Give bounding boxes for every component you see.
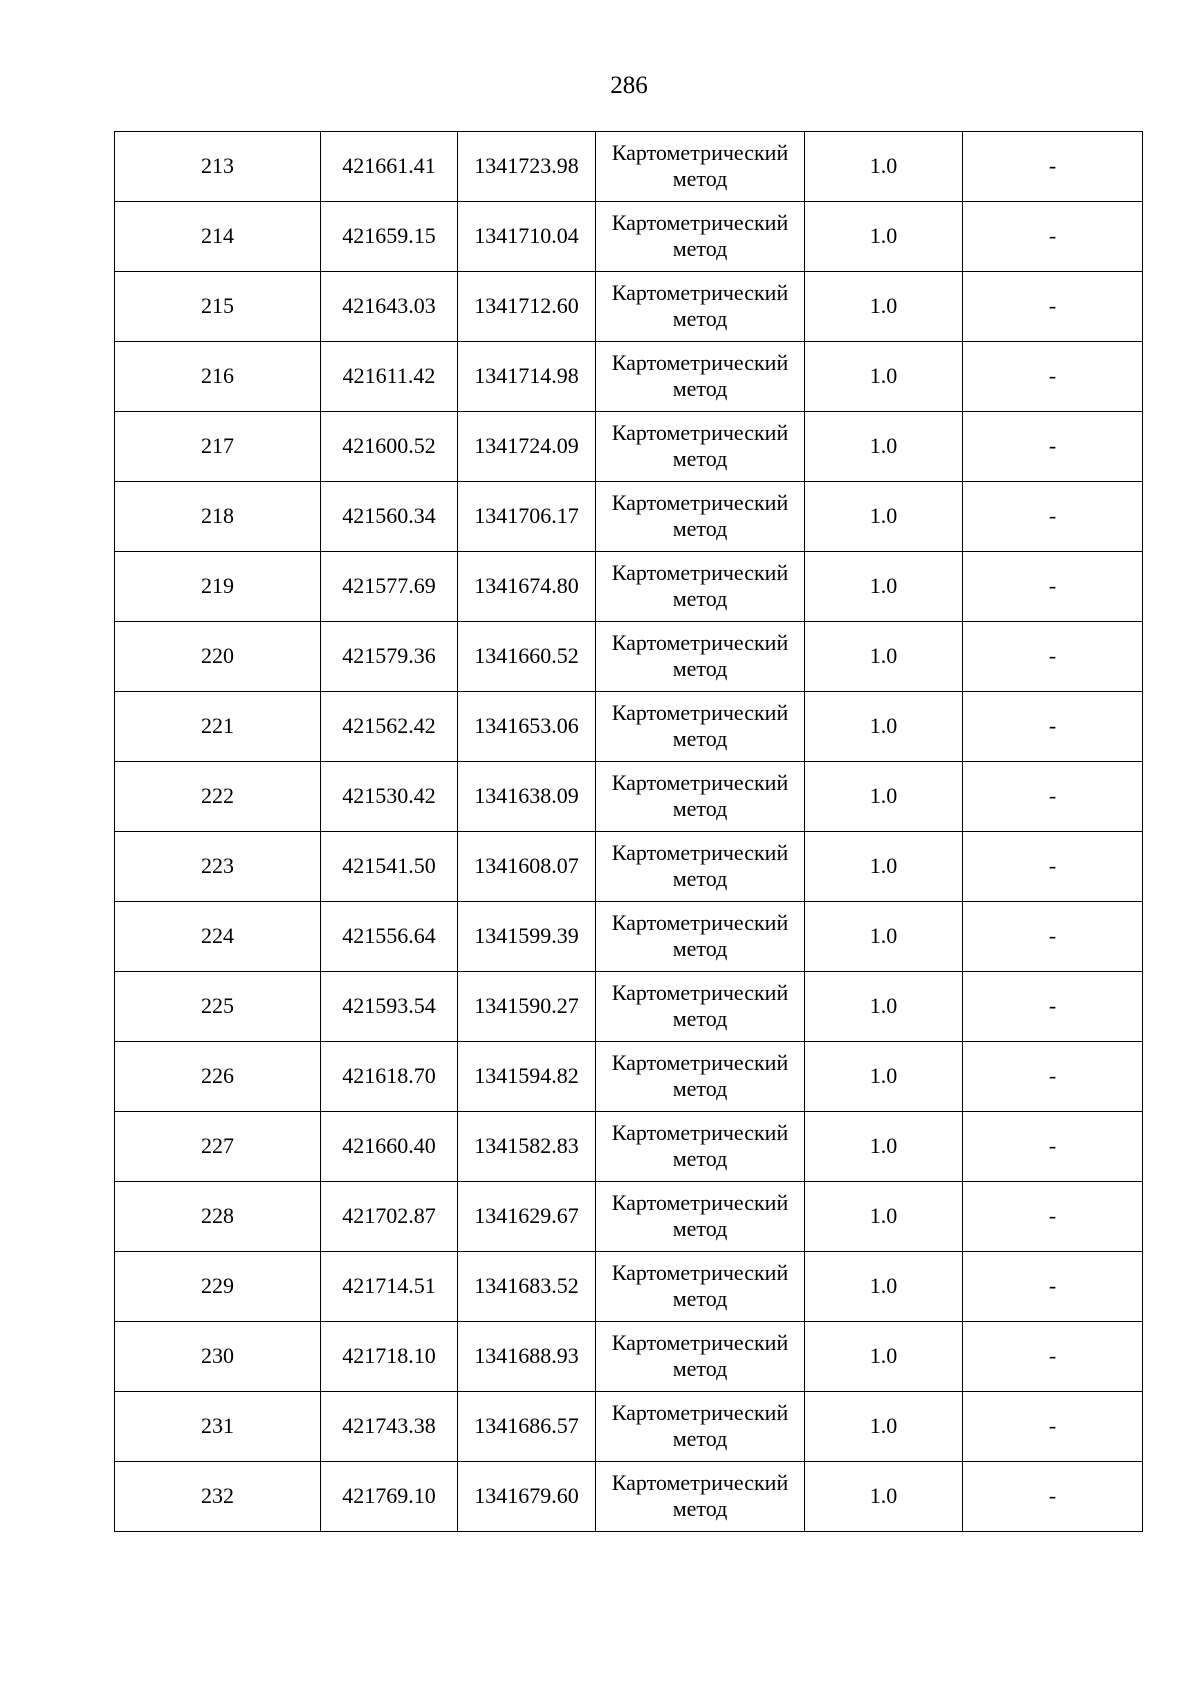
coordinate-y-cell: 1341653.06: [458, 692, 596, 762]
method-text-line: метод: [672, 375, 728, 401]
point-number-cell: 221: [115, 692, 321, 762]
table-row: [115, 1252, 1143, 1322]
method-cell: [596, 272, 805, 342]
method-text-line: метод: [672, 1145, 728, 1171]
accuracy-cell: 1.0: [805, 622, 963, 692]
method-cell: [596, 552, 805, 622]
method-cell: [596, 202, 805, 272]
point-number-cell: 224: [115, 902, 321, 972]
method-text-line: метод: [672, 1495, 728, 1521]
method-text-line: метод: [672, 1355, 728, 1381]
coordinate-y-cell: 1341714.98: [458, 342, 596, 412]
method-text-line: Картометрический: [611, 629, 789, 655]
note-cell: -: [963, 832, 1143, 902]
accuracy-cell: 1.0: [805, 1392, 963, 1462]
accuracy-cell: 1.0: [805, 482, 963, 552]
method-text-line: Картометрический: [611, 349, 789, 375]
accuracy-cell: 1.0: [805, 1042, 963, 1112]
note-cell: -: [963, 1462, 1143, 1532]
accuracy-cell: 1.0: [805, 762, 963, 832]
coordinate-y-cell: 1341710.04: [458, 202, 596, 272]
coordinate-x-cell: 421769.10: [321, 1462, 458, 1532]
accuracy-cell: 1.0: [805, 972, 963, 1042]
accuracy-cell: 1.0: [805, 202, 963, 272]
note-cell: -: [963, 342, 1143, 412]
method-cell: [596, 482, 805, 552]
coordinate-y-cell: 1341724.09: [458, 412, 596, 482]
coordinate-x-cell: 421743.38: [321, 1392, 458, 1462]
coordinate-x-cell: 421560.34: [321, 482, 458, 552]
coordinate-y-cell: 1341706.17: [458, 482, 596, 552]
note-cell: -: [963, 622, 1143, 692]
accuracy-cell: 1.0: [805, 1112, 963, 1182]
note-cell: -: [963, 1392, 1143, 1462]
note-cell: -: [963, 412, 1143, 482]
note-cell: -: [963, 202, 1143, 272]
method-text-line: Картометрический: [611, 279, 789, 305]
coordinate-y-cell: 1341590.27: [458, 972, 596, 1042]
table-row: [115, 622, 1143, 692]
method-cell: [596, 902, 805, 972]
point-number-cell: 214: [115, 202, 321, 272]
note-cell: -: [963, 552, 1143, 622]
accuracy-cell: 1.0: [805, 902, 963, 972]
coordinate-y-cell: 1341712.60: [458, 272, 596, 342]
accuracy-cell: 1.0: [805, 342, 963, 412]
method-text-line: Картометрический: [611, 209, 789, 235]
table-row: [115, 552, 1143, 622]
coordinate-y-cell: 1341582.83: [458, 1112, 596, 1182]
method-text-line: Картометрический: [611, 1119, 789, 1145]
accuracy-cell: 1.0: [805, 1182, 963, 1252]
method-text-line: метод: [672, 235, 728, 261]
method-text-line: метод: [672, 655, 728, 681]
method-cell: [596, 1182, 805, 1252]
accuracy-cell: 1.0: [805, 692, 963, 762]
coordinate-y-cell: 1341599.39: [458, 902, 596, 972]
coordinate-y-cell: 1341660.52: [458, 622, 596, 692]
table-row: [115, 342, 1143, 412]
coordinate-y-cell: 1341686.57: [458, 1392, 596, 1462]
method-text-line: метод: [672, 515, 728, 541]
note-cell: -: [963, 902, 1143, 972]
note-cell: -: [963, 482, 1143, 552]
note-cell: -: [963, 692, 1143, 762]
point-number-cell: 229: [115, 1252, 321, 1322]
note-cell: -: [963, 132, 1143, 202]
table-row: [115, 1462, 1143, 1532]
method-text-line: Картометрический: [611, 1189, 789, 1215]
method-text-line: Картометрический: [611, 1329, 789, 1355]
method-text-line: Картометрический: [611, 839, 789, 865]
coordinate-x-cell: 421562.42: [321, 692, 458, 762]
coordinate-x-cell: 421718.10: [321, 1322, 458, 1392]
table-row: [115, 1182, 1143, 1252]
point-number-cell: 226: [115, 1042, 321, 1112]
coordinate-x-cell: 421661.41: [321, 132, 458, 202]
method-text-line: метод: [672, 305, 728, 331]
coordinate-x-cell: 421643.03: [321, 272, 458, 342]
table-row: [115, 412, 1143, 482]
coordinate-x-cell: 421600.52: [321, 412, 458, 482]
method-cell: [596, 832, 805, 902]
note-cell: -: [963, 1182, 1143, 1252]
coordinate-x-cell: 421611.42: [321, 342, 458, 412]
method-text-line: Картометрический: [611, 769, 789, 795]
method-text-line: метод: [672, 1005, 728, 1031]
coordinate-y-cell: 1341638.09: [458, 762, 596, 832]
table-row: [115, 832, 1143, 902]
table-row: [115, 482, 1143, 552]
method-text-line: метод: [672, 725, 728, 751]
method-cell: [596, 132, 805, 202]
coordinate-x-cell: 421660.40: [321, 1112, 458, 1182]
method-text-line: Картометрический: [611, 699, 789, 725]
note-cell: -: [963, 1112, 1143, 1182]
method-text-line: метод: [672, 865, 728, 891]
method-text-line: Картометрический: [611, 1259, 789, 1285]
point-number-cell: 220: [115, 622, 321, 692]
accuracy-cell: 1.0: [805, 272, 963, 342]
table-row: [115, 202, 1143, 272]
method-text-line: метод: [672, 1215, 728, 1241]
coordinate-x-cell: 421702.87: [321, 1182, 458, 1252]
coordinate-x-cell: 421577.69: [321, 552, 458, 622]
method-text-line: Картометрический: [611, 1469, 789, 1495]
method-cell: [596, 972, 805, 1042]
method-text-line: Картометрический: [611, 909, 789, 935]
accuracy-cell: 1.0: [805, 1322, 963, 1392]
method-text-line: метод: [672, 165, 728, 191]
method-cell: [596, 1462, 805, 1532]
method-cell: [596, 622, 805, 692]
note-cell: -: [963, 1252, 1143, 1322]
table-row: [115, 1042, 1143, 1112]
note-cell: -: [963, 762, 1143, 832]
point-number-cell: 232: [115, 1462, 321, 1532]
method-cell: [596, 1042, 805, 1112]
table-row: [115, 1392, 1143, 1462]
coordinate-x-cell: 421556.64: [321, 902, 458, 972]
table-row: [115, 902, 1143, 972]
method-text-line: Картометрический: [611, 419, 789, 445]
coordinate-y-cell: 1341594.82: [458, 1042, 596, 1112]
coordinate-x-cell: 421541.50: [321, 832, 458, 902]
method-text-line: Картометрический: [611, 139, 789, 165]
coordinate-x-cell: 421593.54: [321, 972, 458, 1042]
coordinate-y-cell: 1341688.93: [458, 1322, 596, 1392]
page-number: 286: [610, 72, 648, 99]
coordinate-y-cell: 1341674.80: [458, 552, 596, 622]
method-text-line: метод: [672, 585, 728, 611]
coordinate-x-cell: 421618.70: [321, 1042, 458, 1112]
method-text-line: Картометрический: [611, 1399, 789, 1425]
point-number-cell: 217: [115, 412, 321, 482]
method-text-line: метод: [672, 1425, 728, 1451]
point-number-cell: 215: [115, 272, 321, 342]
point-number-cell: 223: [115, 832, 321, 902]
method-text-line: Картометрический: [611, 489, 789, 515]
table-row: [115, 272, 1143, 342]
method-text-line: метод: [672, 445, 728, 471]
coordinate-x-cell: 421659.15: [321, 202, 458, 272]
note-cell: -: [963, 1322, 1143, 1392]
note-cell: -: [963, 972, 1143, 1042]
method-cell: [596, 762, 805, 832]
table-row: [115, 692, 1143, 762]
table-row: [115, 1112, 1143, 1182]
method-text-line: Картометрический: [611, 559, 789, 585]
point-number-cell: 227: [115, 1112, 321, 1182]
coordinate-x-cell: 421714.51: [321, 1252, 458, 1322]
method-text-line: метод: [672, 935, 728, 961]
method-cell: [596, 1252, 805, 1322]
table-row: [115, 132, 1143, 202]
coordinates-table: [114, 131, 1143, 1532]
accuracy-cell: 1.0: [805, 412, 963, 482]
table-row: [115, 1322, 1143, 1392]
point-number-cell: 216: [115, 342, 321, 412]
table-row: [115, 762, 1143, 832]
point-number-cell: 218: [115, 482, 321, 552]
coordinate-x-cell: 421530.42: [321, 762, 458, 832]
coordinate-y-cell: 1341723.98: [458, 132, 596, 202]
point-number-cell: 230: [115, 1322, 321, 1392]
point-number-cell: 213: [115, 132, 321, 202]
accuracy-cell: 1.0: [805, 832, 963, 902]
coordinate-y-cell: 1341629.67: [458, 1182, 596, 1252]
point-number-cell: 228: [115, 1182, 321, 1252]
method-text-line: Картометрический: [611, 1049, 789, 1075]
coordinate-y-cell: 1341608.07: [458, 832, 596, 902]
method-cell: [596, 692, 805, 762]
point-number-cell: 219: [115, 552, 321, 622]
coordinates-table-body: [115, 132, 1143, 1532]
accuracy-cell: 1.0: [805, 132, 963, 202]
coordinate-y-cell: 1341683.52: [458, 1252, 596, 1322]
point-number-cell: 231: [115, 1392, 321, 1462]
table-row: [115, 972, 1143, 1042]
coordinate-x-cell: 421579.36: [321, 622, 458, 692]
method-cell: [596, 1392, 805, 1462]
accuracy-cell: 1.0: [805, 1252, 963, 1322]
coordinate-y-cell: 1341679.60: [458, 1462, 596, 1532]
note-cell: -: [963, 272, 1143, 342]
method-text-line: метод: [672, 1285, 728, 1311]
method-text-line: метод: [672, 1075, 728, 1101]
method-text-line: Картометрический: [611, 979, 789, 1005]
method-cell: [596, 342, 805, 412]
method-cell: [596, 1112, 805, 1182]
method-cell: [596, 412, 805, 482]
point-number-cell: 222: [115, 762, 321, 832]
method-text-line: метод: [672, 795, 728, 821]
accuracy-cell: 1.0: [805, 552, 963, 622]
point-number-cell: 225: [115, 972, 321, 1042]
accuracy-cell: 1.0: [805, 1462, 963, 1532]
note-cell: -: [963, 1042, 1143, 1112]
method-cell: [596, 1322, 805, 1392]
